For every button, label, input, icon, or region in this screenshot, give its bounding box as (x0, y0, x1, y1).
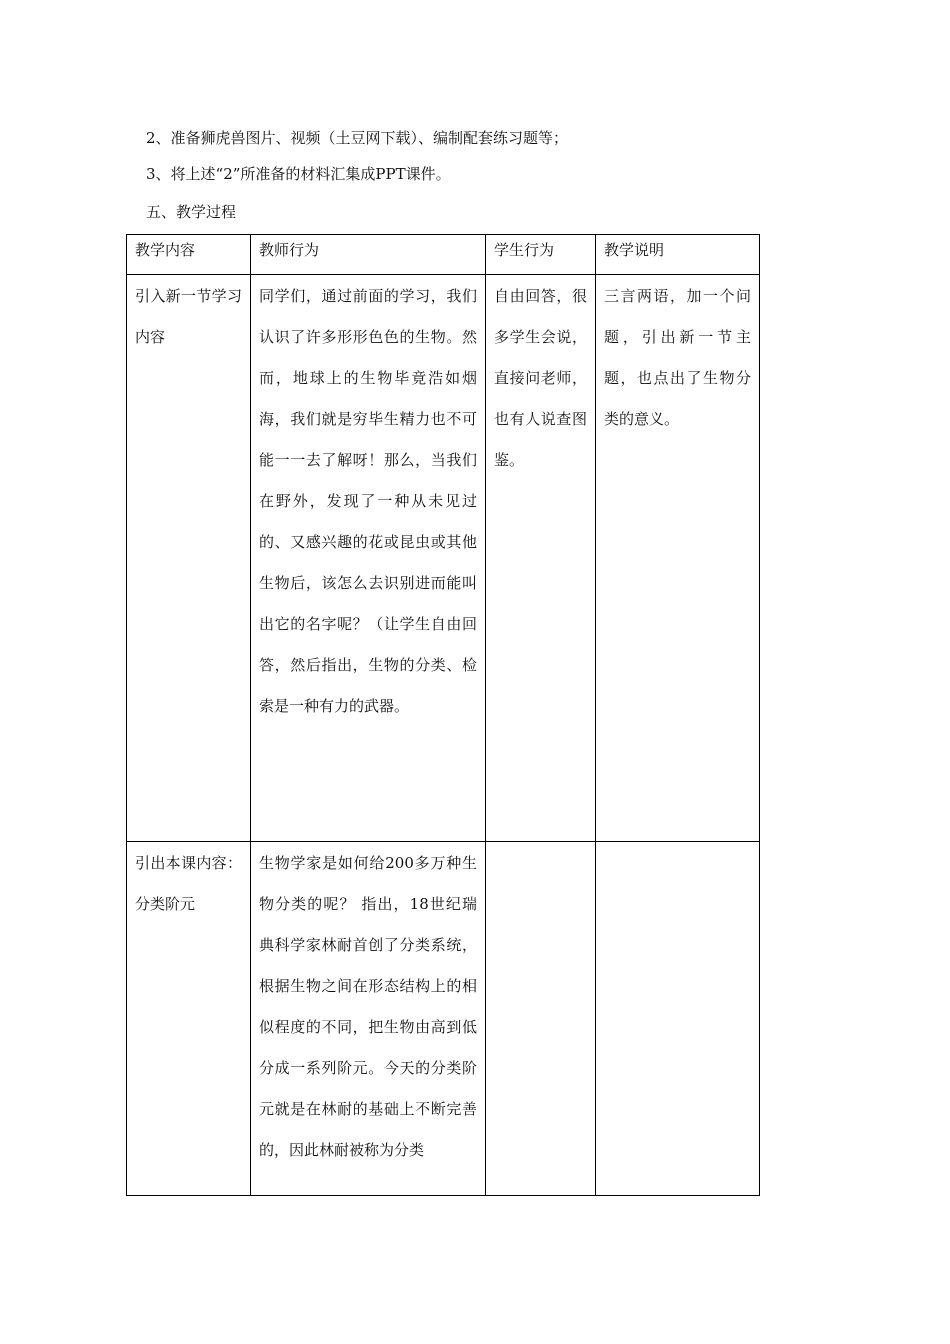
cell-student (486, 842, 596, 1196)
paragraph-prep-materials: 2、准备狮虎兽图片、视频（土豆网下载）、编制配套练习题等； (146, 129, 569, 147)
cell-teacher: 同学们，通过前面的学习，我们认识了许多形形色色的生物。然而，地球上的生物毕竟浩如烟海，我们就是穷毕生精力也不可能一一去了解呀！那么，当我们在野外，发现了一种从未见过的、又感兴趣的花或昆虫或其他生物后，该怎么去识别进而能叫出它的名字呢？（让学生自由回答，然后指出，生物的分类、检索是一种有力的武器。 (251, 275, 486, 842)
section-title: 五、教学过程 (146, 203, 237, 221)
cell-student: 自由回答，很多学生会说，直接问老师，也有人说查图鉴。 (486, 275, 596, 842)
cell-content: 引出本课内容：分类阶元 (127, 842, 251, 1196)
header-note: 教学说明 (596, 235, 760, 275)
header-student: 学生行为 (486, 235, 596, 275)
cell-content: 引入新一节学习内容 (127, 275, 251, 842)
cell-teacher: 生物学家是如何给200多万种生物分类的呢？ 指出，18世纪瑞典科学家林耐首创了分类系统，根据生物之间在形态结构上的相似程度的不同，把生物由高到低分成一系列阶元。今天的分类阶元就是在林耐的基础上不断完善的，因此林耐被称为分类 (251, 842, 486, 1196)
table-row (127, 275, 760, 842)
header-content: 教学内容 (127, 235, 251, 275)
table-row (127, 842, 760, 1196)
paragraph-ppt-courseware: 3、将上述“2”所准备的材料汇集成PPT课件。 (146, 165, 451, 183)
header-teacher: 教师行为 (251, 235, 486, 275)
cell-note (596, 842, 760, 1196)
cell-note: 三言两语，加一个问题，引出新一节主题，也点出了生物分类的意义。 (596, 275, 760, 842)
table-header-row (127, 235, 760, 275)
teaching-process-table (126, 234, 760, 1196)
